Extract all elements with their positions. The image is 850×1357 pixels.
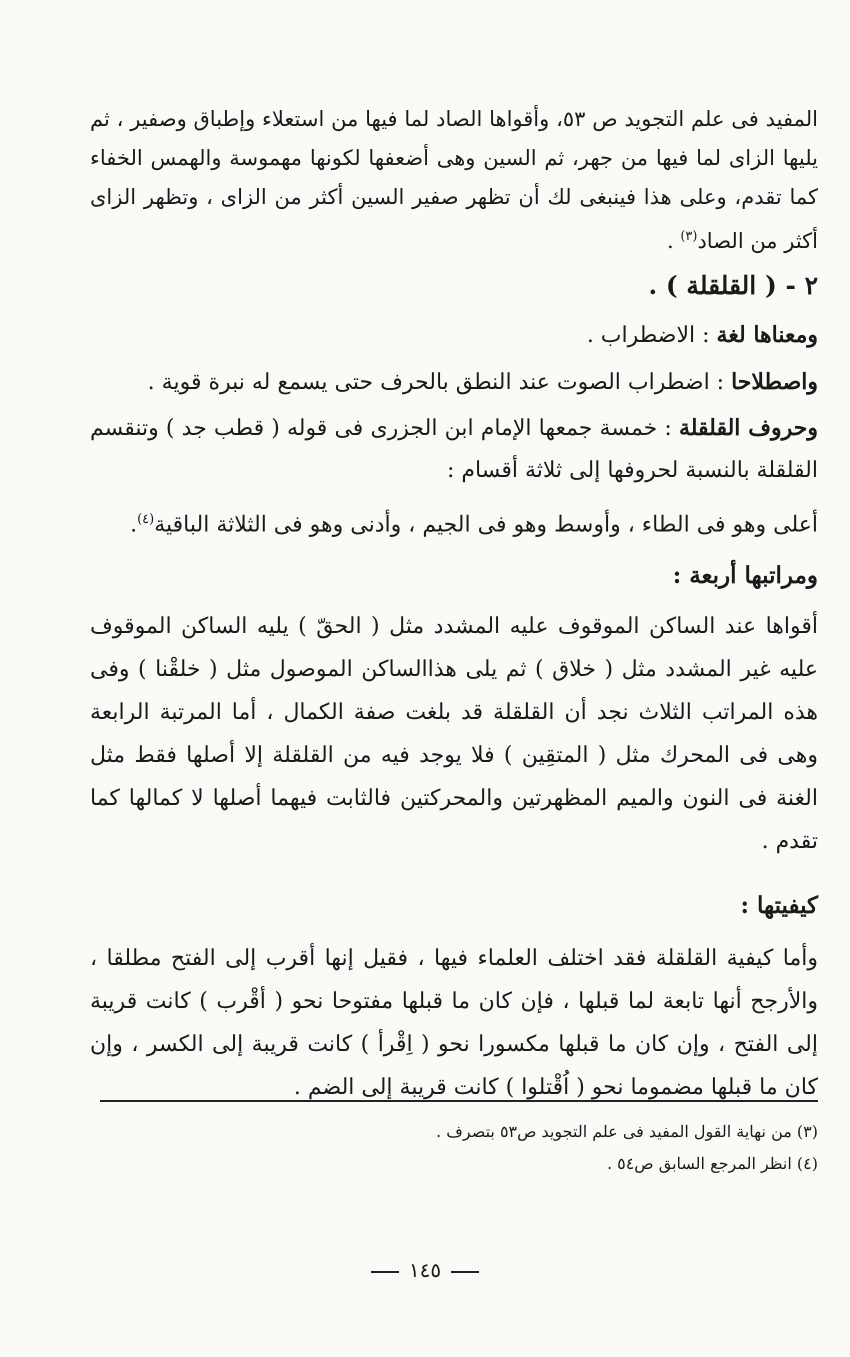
footnote-ref-3: (٣): [680, 229, 698, 244]
huruf-label: وحروف القلقلة: [678, 415, 818, 441]
levels-end: .: [130, 512, 138, 538]
lugha-text: : الاضطراب .: [586, 323, 717, 348]
footnote-3: (٣) من نهاية القول المفيد فى علم التجويد ص٥٣ بتصرف .: [436, 1122, 818, 1141]
footnotes: [90, 1116, 818, 1180]
intro-paragraph: [90, 100, 818, 261]
manner-heading: كيفيتها :: [740, 892, 818, 920]
definition-lugha: [90, 313, 818, 358]
page-number: [0, 1258, 850, 1282]
istilah-label: واصطلاحا: [731, 369, 818, 395]
section-heading-qalqala: ٢ - ( القلقلة ) .: [648, 271, 818, 300]
levels-line: [90, 498, 818, 547]
footnote-divider: [100, 1100, 818, 1102]
huruf-text: : خمسة جمعها الإمام ابن الجزرى فى قوله ( قطب جد ) وتنقسم القلقلة بالنسبة لحروفها إلى ثلاثة أقسام :: [90, 416, 818, 483]
page-number-text: ١٤٥: [408, 1258, 442, 1282]
footnote-ref-4: (٤): [137, 512, 155, 527]
lugha-label: ومعناها لغة: [716, 322, 818, 348]
footnote-4: (٤) انظر المرجع السابق ص٥٤ .: [606, 1154, 818, 1173]
levels-text: أعلى وهو فى الطاء ، وأوسط وهو فى الجيم ، وأدنى وهو فى الثلاثة الباقية: [154, 512, 818, 538]
manner-paragraph: وأما كيفية القلقلة فقد اختلف العلماء فيها ، فقيل إنها أقرب إلى الفتح مطلقا ، والأرجح أنها تابعة لما قبلها ، فإن كان ما قبلها مفتوحا نحو ( أقْرب ) كانت قريبة إلى الفتح ، وإن كان ما قبلها مكسورا نحو ( اِقْرأ ) كانت قريبة إلى الكسر ، وإن كان ما قبلها مضموما نحو ( اُقْتلوا ) كانت قريبة إلى الضم .: [90, 946, 818, 1101]
letters-paragraph: [90, 407, 818, 492]
ranks-paragraph: أقواها عند الساكن الموقوف عليه المشدد مثل ( الحقّ ) يليه الساكن الموقوف عليه غير المشدد مثل ( خلاق ) ثم يلى هذاالساكن الموصول مثل ( خلقْنا ) وفى هذه المراتب الثلاث نجد أن القلقلة قد بلغت صفة الكمال ، أما المرتبة الرابعة وهى فى المحرك مثل ( المتقِين ) فلا يوجد فيه من القلقلة إلا أصلها فقط مثل الغنة فى النون والميم المظهرتين والمحركتين فالثابت فيهما أصلها لا كمالها كما تقدم .: [90, 614, 818, 855]
ranks-heading: ومراتبها أربعة :: [672, 562, 818, 590]
istilah-text: : اضطراب الصوت عند النطق بالحرف حتى يسمع له نبرة قوية .: [147, 370, 732, 395]
page-body: [90, 100, 818, 1109]
definition-istilah: [90, 360, 818, 405]
intro-text: المفيد فى علم التجويد ص ٥٣، وأقواها الصاد لما فيها من استعلاء وإطباق وصفير ، ثم يليها الزاى لما فيها من جهر، ثم السين وهى أضعفها لكونها مهموسة والهمس الخفاء كما تقدم، وعلى هذا فينبغى لك أن تظهر صفير السين أكثر من الزاى ، وتظهر الزاى أكثر من الصاد: [90, 107, 818, 253]
intro-end: .: [666, 229, 681, 253]
